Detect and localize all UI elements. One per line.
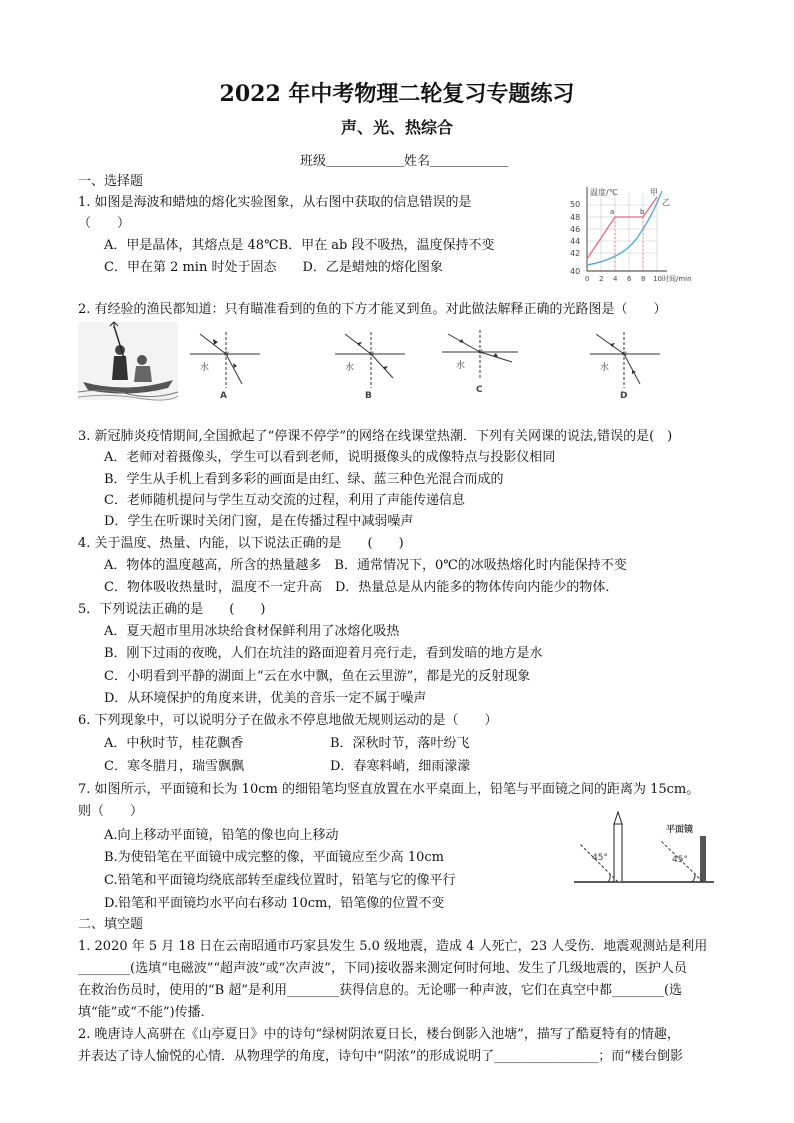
q5-option-c: C．小明看到平静的湖面上“云在水中飘，鱼在云里游”，都是光的反射现象 <box>104 669 531 684</box>
water-label-d: 水 <box>600 363 610 373</box>
diagram-label-b: B <box>365 391 372 401</box>
ytick-44: 44 <box>570 237 581 246</box>
q1-options-ab: A．甲是晶体，其熔点是 48℃B．甲在 ab 段不吸热，温度保持不变 <box>104 238 495 253</box>
graph-xlabel: 时间/min <box>662 275 692 283</box>
q2-diagram-d <box>590 330 670 400</box>
q5-option-d: D．从环境保护的角度来讲，优美的音乐一定不属于噪声 <box>104 691 427 706</box>
q2-stem: 2. 有经验的渔民都知道：只有瞄准看到的鱼的下方才能叉到鱼。对此做法解释正确的光路图是（ ） <box>78 302 667 317</box>
fill-q1-line1: 1. 2020 年 5 月 18 日在云南昭通市巧家县发生 5.0 级地震，造成 4 人死亡，23 人受伤．地震观测站是利用 <box>78 939 708 954</box>
xtick-0: 0 <box>585 275 590 283</box>
fisherman-image <box>78 322 178 400</box>
page-title: 2022 年中考物理二轮复习专题练习 <box>219 81 575 107</box>
diagram-label-c: C <box>476 385 483 395</box>
page-subtitle: 声、光、热综合 <box>340 118 453 137</box>
q1-paren: （ ） <box>78 216 131 231</box>
ytick-48: 48 <box>570 213 581 222</box>
fill-q1-line3: 在救治伤员时，使用的“B 超”是利用________获得信息的。无论哪一种声波，它们在真空中都________(选 <box>78 983 683 998</box>
q7-option-c: C.铅笔和平面镜均绕底部转至虚线位置时，铅笔与它的像平行 <box>104 873 456 888</box>
q3-option-b: B．学生从手机上看到多彩的画面是由红、绿、蓝三种色光混合而成的 <box>104 472 504 487</box>
q4-options-ab: A．物体的温度越高，所含的热量越多 B．通常情况下，0℃的冰吸热熔化时内能保持不变 <box>104 558 627 573</box>
ytick-42: 42 <box>570 249 581 258</box>
q7-paren: 则（ ） <box>78 804 144 819</box>
q4-options-cd: C．物体吸收热量时，温度不一定升高 D．热量总是从内能多的物体传向内能少的物体． <box>104 580 619 595</box>
series-label-jia: 甲 <box>650 188 658 197</box>
fill-q2-line2: 并表达了诗人愉悦的心情．从物理学的角度，诗句中“阴浓”的形成说明了________________；而“楼台倒影 <box>78 1049 683 1064</box>
q6-option-a: A．中秋时节，桂花飘香 <box>104 736 244 751</box>
q7-angle-label-1: 45° <box>592 853 608 863</box>
xtick-2: 2 <box>599 275 604 283</box>
series-label-yi: 乙 <box>662 198 670 207</box>
q6-option-d: D．春寒料峭，细雨濛濛 <box>330 759 471 774</box>
fill-q1-line4: 填“能”或“不能”)传播． <box>78 1005 214 1020</box>
q7-option-a: A.向上移动平面镜，铅笔的像也向上移动 <box>104 828 339 843</box>
point-label-b: b <box>640 208 645 216</box>
q7-option-b: B.为使铅笔在平面镜中成完整的像，平面镜应至少高 10cm <box>104 850 444 865</box>
water-label-b: 水 <box>345 363 355 373</box>
q6-stem: 6. 下列现象中，可以说明分子在做永不停息地做无规则运动的是（ ） <box>78 713 498 728</box>
q3-option-d: D．学生在听课时关闭门窗，是在传播过程中减弱噪声 <box>104 514 414 529</box>
point-label-a: a <box>610 208 615 216</box>
q7-mirror-pencil-figure <box>574 810 714 888</box>
q5-stem: 5．下列说法正确的是 ( ) <box>78 602 266 617</box>
q5-option-a: A．夏天超市里用冰块给食材保鲜利用了冰熔化吸热 <box>104 624 400 639</box>
ytick-50: 50 <box>570 200 581 209</box>
fill-q2-line1: 2. 晚唐诗人高骈在《山亭夏日》中的诗句“绿树阴浓夏日长，楼台倒影入池塘”，描写了酷夏特有的情趣， <box>78 1027 680 1042</box>
q3-stem: 3. 新冠肺炎疫情期间,全国掀起了“停课不停学”的网络在线课堂热潮．下列有关网课的说法,错误的是( ) <box>78 429 673 444</box>
q2-diagram-c <box>442 328 522 398</box>
q6-option-b: B．深秋时节，落叶纷飞 <box>330 736 470 751</box>
diagram-label-d: D <box>620 391 628 401</box>
xtick-8: 8 <box>641 275 646 283</box>
q3-option-c: C．老师随机提问与学生互动交流的过程，利用了声能传递信息 <box>104 493 465 508</box>
q7-option-d: D.铅笔和平面镜均水平向右移动 10cm，铅笔像的位置不变 <box>104 896 445 911</box>
q7-angle-label-2: 45° <box>672 855 688 865</box>
diagram-label-a: A <box>220 391 227 401</box>
water-label-a: 水 <box>200 363 210 373</box>
xtick-10: 10 <box>653 275 662 283</box>
q1-stem: 1. 如图是海波和蜡烛的熔化实验图象，从右图中获取的信息错误的是 <box>78 195 472 210</box>
section-heading-choice: 一、选择题 <box>78 174 144 189</box>
q2-diagram-b <box>335 330 415 400</box>
q1-melting-graph <box>562 183 712 283</box>
graph-ylabel: 温度/℃ <box>590 188 618 197</box>
q2-diagram-a <box>190 330 270 400</box>
q1-options-cd: C．甲在第 2 min 时处于固态 D．乙是蜡烛的熔化图象 <box>104 260 443 275</box>
q7-stem: 7. 如图所示，平面镜和长为 10cm 的细铅笔均竖直放置在水平桌面上，铅笔与平面镜之间的距离为 15cm。 <box>78 782 700 797</box>
xtick-4: 4 <box>613 275 618 283</box>
q3-option-a: A．老师对着摄像头，学生可以看到老师，说明摄像头的成像特点与投影仪相同 <box>104 450 556 465</box>
q7-mirror-label: 平面镜 <box>666 825 694 835</box>
xtick-6: 6 <box>627 275 632 283</box>
q6-option-c: C．寒冬腊月，瑞雪飘飘 <box>104 759 244 774</box>
q4-stem: 4. 关于温度、热量、内能，以下说法正确的是 ( ) <box>78 536 404 551</box>
class-name-line: 班级＿＿＿＿＿＿姓名＿＿＿＿＿＿ <box>300 154 509 169</box>
ytick-40: 40 <box>570 267 581 276</box>
ytick-46: 46 <box>570 225 581 234</box>
fill-q1-line2: ________(选填“电磁波”“超声波”或“次声波”，下同)接收器来测定何时何地、发生了几级地震的，医护人员 <box>78 961 688 976</box>
water-label-c: 水 <box>456 361 466 371</box>
q5-option-b: B．刚下过雨的夜晚，人们在坑洼的路面迎着月亮行走，看到发暗的地方是水 <box>104 646 543 661</box>
section-heading-fill: 二、填空题 <box>78 917 144 932</box>
